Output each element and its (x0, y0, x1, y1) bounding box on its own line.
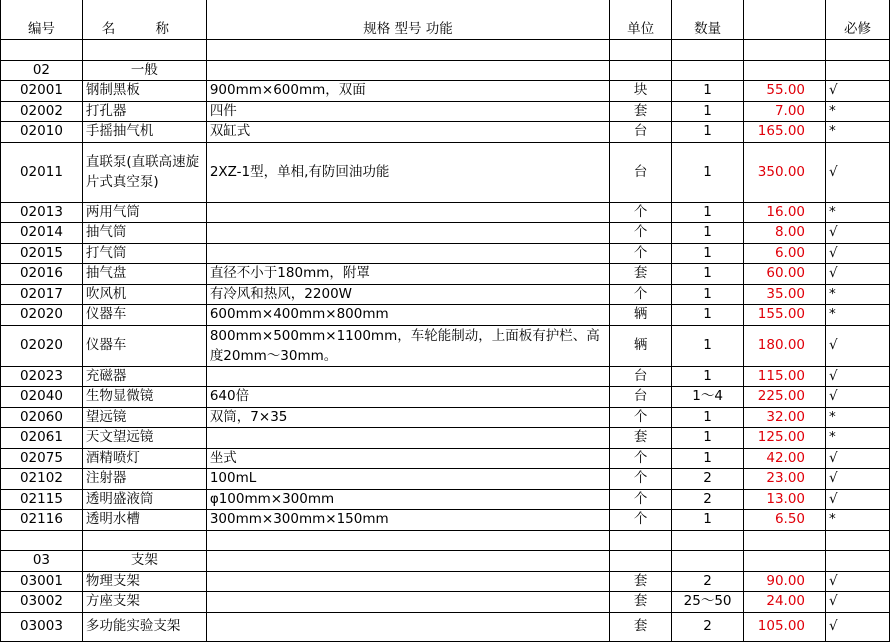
section-title: 支架 (82, 551, 206, 572)
item-name: 透明水槽 (82, 510, 206, 531)
item-qty: 2 (672, 469, 744, 490)
item-unit: 块 (610, 81, 672, 102)
item-spec: 2XZ-1型，单相,有防回油功能 (206, 142, 609, 202)
item-required: √ (826, 387, 890, 408)
table-row (1, 407, 890, 428)
item-qty: 1 (672, 284, 744, 305)
item-price: 32.00 (744, 407, 826, 428)
item-unit: 个 (610, 407, 672, 428)
blank-cell (744, 530, 826, 551)
table-row (1, 223, 890, 244)
item-code: 02017 (1, 284, 83, 305)
blank-cell (744, 551, 826, 572)
item-qty: 1 (672, 81, 744, 102)
item-required: * (826, 510, 890, 531)
item-required: * (826, 284, 890, 305)
item-spec (206, 243, 609, 264)
item-spec (206, 202, 609, 223)
item-price: 6.50 (744, 510, 826, 531)
table-row (1, 592, 890, 613)
item-qty: 2 (672, 612, 744, 641)
item-unit: 台 (610, 142, 672, 202)
item-name: 打气筒 (82, 243, 206, 264)
item-price: 24.00 (744, 592, 826, 613)
item-price: 23.00 (744, 469, 826, 490)
item-required: √ (826, 366, 890, 387)
item-code: 03002 (1, 592, 83, 613)
item-code: 02011 (1, 142, 83, 202)
blank-cell (610, 530, 672, 551)
item-qty: 1 (672, 243, 744, 264)
item-code: 02020 (1, 325, 83, 366)
item-unit: 套 (610, 428, 672, 449)
item-price: 8.00 (744, 223, 826, 244)
item-unit: 台 (610, 366, 672, 387)
item-spec: 坐式 (206, 448, 609, 469)
item-required: * (826, 202, 890, 223)
item-code: 03001 (1, 571, 83, 592)
blank-row (1, 40, 890, 61)
header-qty: 数量 (672, 0, 744, 40)
item-required: √ (826, 448, 890, 469)
item-qty: 25～50 (672, 592, 744, 613)
item-spec: 600mm×400mm×800mm (206, 305, 609, 326)
table-row (1, 202, 890, 223)
blank-cell (82, 530, 206, 551)
item-qty: 1 (672, 428, 744, 449)
blank-cell (206, 40, 609, 61)
item-code: 02002 (1, 101, 83, 122)
item-name: 充磁器 (82, 366, 206, 387)
item-unit: 台 (610, 122, 672, 143)
table-row (1, 325, 890, 366)
item-spec: 300mm×300mm×150mm (206, 510, 609, 531)
item-required: * (826, 122, 890, 143)
section-row (1, 551, 890, 572)
table-body (1, 0, 890, 641)
item-code: 02013 (1, 202, 83, 223)
item-price: 13.00 (744, 489, 826, 510)
blank-cell (826, 40, 890, 61)
item-price: 225.00 (744, 387, 826, 408)
blank-cell (672, 60, 744, 81)
blank-cell (826, 530, 890, 551)
item-code: 02016 (1, 264, 83, 285)
blank-cell (206, 60, 609, 81)
table-row (1, 448, 890, 469)
section-row (1, 60, 890, 81)
item-price: 55.00 (744, 81, 826, 102)
item-unit: 个 (610, 469, 672, 490)
item-code: 02020 (1, 305, 83, 326)
item-qty: 1 (672, 223, 744, 244)
item-name: 两用气筒 (82, 202, 206, 223)
item-spec (206, 612, 609, 641)
item-qty: 1 (672, 122, 744, 143)
table-row (1, 510, 890, 531)
blank-cell (610, 40, 672, 61)
item-name: 打孔器 (82, 101, 206, 122)
item-name: 仪器车 (82, 305, 206, 326)
item-name: 钢制黑板 (82, 81, 206, 102)
item-price: 180.00 (744, 325, 826, 366)
item-qty: 1 (672, 101, 744, 122)
blank-cell (672, 40, 744, 61)
item-code: 02116 (1, 510, 83, 531)
item-qty: 2 (672, 571, 744, 592)
item-code: 02015 (1, 243, 83, 264)
item-price: 90.00 (744, 571, 826, 592)
item-required: √ (826, 469, 890, 490)
section-code: 02 (1, 60, 83, 81)
table-row (1, 428, 890, 449)
item-qty: 2 (672, 489, 744, 510)
item-name: 酒精喷灯 (82, 448, 206, 469)
item-qty: 1 (672, 510, 744, 531)
table-row (1, 284, 890, 305)
table-row (1, 305, 890, 326)
item-price: 6.00 (744, 243, 826, 264)
item-price: 125.00 (744, 428, 826, 449)
item-qty: 1 (672, 202, 744, 223)
item-spec: 有冷风和热风，2200W (206, 284, 609, 305)
item-spec: 双缸式 (206, 122, 609, 143)
item-required: * (826, 428, 890, 449)
item-price: 165.00 (744, 122, 826, 143)
blank-cell (1, 530, 83, 551)
item-unit: 套 (610, 264, 672, 285)
item-spec: 800mm×500mm×1100mm，车轮能制动，上面板有护栏、高度20mm～30mm。 (206, 325, 609, 366)
item-required: √ (826, 142, 890, 202)
item-code: 02061 (1, 428, 83, 449)
item-unit: 个 (610, 223, 672, 244)
blank-row (1, 530, 890, 551)
item-required: √ (826, 264, 890, 285)
item-unit: 台 (610, 387, 672, 408)
blank-cell (744, 40, 826, 61)
item-price: 7.00 (744, 101, 826, 122)
item-price: 155.00 (744, 305, 826, 326)
table-row (1, 264, 890, 285)
header-required: 必修 (826, 0, 890, 40)
item-spec: φ100mm×300mm (206, 489, 609, 510)
header-code: 编号 (1, 0, 83, 40)
item-qty: 1～4 (672, 387, 744, 408)
section-title: 一般 (82, 60, 206, 81)
header-price (744, 0, 826, 40)
item-required: * (826, 101, 890, 122)
item-code: 02001 (1, 81, 83, 102)
blank-cell (744, 60, 826, 81)
item-spec: 双筒，7×35 (206, 407, 609, 428)
table-row (1, 387, 890, 408)
item-name: 多功能实验支架 (82, 612, 206, 641)
item-required: √ (826, 81, 890, 102)
blank-cell (206, 530, 609, 551)
item-spec (206, 428, 609, 449)
item-name: 手摇抽气机 (82, 122, 206, 143)
item-qty: 1 (672, 325, 744, 366)
item-code: 02010 (1, 122, 83, 143)
header-unit: 单位 (610, 0, 672, 40)
item-name: 透明盛液筒 (82, 489, 206, 510)
section-code: 03 (1, 551, 83, 572)
item-price: 105.00 (744, 612, 826, 641)
item-spec (206, 223, 609, 244)
item-unit: 套 (610, 612, 672, 641)
item-code: 02075 (1, 448, 83, 469)
item-unit: 个 (610, 243, 672, 264)
item-price: 42.00 (744, 448, 826, 469)
item-required: √ (826, 571, 890, 592)
item-spec: 四件 (206, 101, 609, 122)
item-price: 350.00 (744, 142, 826, 202)
item-required: * (826, 305, 890, 326)
item-required: √ (826, 223, 890, 244)
item-unit: 套 (610, 571, 672, 592)
table-row (1, 489, 890, 510)
item-name: 注射器 (82, 469, 206, 490)
blank-cell (610, 60, 672, 81)
table-row (1, 366, 890, 387)
item-spec (206, 571, 609, 592)
item-spec (206, 366, 609, 387)
blank-cell (206, 551, 609, 572)
item-qty: 1 (672, 407, 744, 428)
blank-cell (672, 551, 744, 572)
item-unit: 套 (610, 101, 672, 122)
item-required: √ (826, 325, 890, 366)
item-code: 02040 (1, 387, 83, 408)
table-row (1, 612, 890, 641)
table-row (1, 101, 890, 122)
item-spec: 900mm×600mm，双面 (206, 81, 609, 102)
table-row (1, 243, 890, 264)
item-unit: 个 (610, 489, 672, 510)
item-name: 仪器车 (82, 325, 206, 366)
item-price: 60.00 (744, 264, 826, 285)
item-name: 直联泵(直联高速旋片式真空泵) (82, 142, 206, 202)
blank-cell (610, 551, 672, 572)
blank-cell (672, 530, 744, 551)
table-row (1, 571, 890, 592)
blank-cell (826, 551, 890, 572)
table-row (1, 142, 890, 202)
item-spec: 直径不小于180mm，附罩 (206, 264, 609, 285)
table-row (1, 122, 890, 143)
item-qty: 1 (672, 448, 744, 469)
item-name: 天文望远镜 (82, 428, 206, 449)
table-row (1, 81, 890, 102)
item-unit: 套 (610, 592, 672, 613)
item-price: 35.00 (744, 284, 826, 305)
item-unit: 个 (610, 510, 672, 531)
item-code: 02102 (1, 469, 83, 490)
item-name: 生物显微镜 (82, 387, 206, 408)
item-required: * (826, 407, 890, 428)
item-name: 方座支架 (82, 592, 206, 613)
item-required: √ (826, 612, 890, 641)
header-row (1, 0, 890, 40)
item-code: 02023 (1, 366, 83, 387)
item-unit: 个 (610, 284, 672, 305)
item-required: √ (826, 243, 890, 264)
item-unit: 辆 (610, 325, 672, 366)
item-required: √ (826, 489, 890, 510)
item-spec (206, 592, 609, 613)
item-qty: 1 (672, 366, 744, 387)
item-code: 02115 (1, 489, 83, 510)
header-spec: 规格 型号 功能 (206, 0, 609, 40)
item-price: 16.00 (744, 202, 826, 223)
header-name: 名 称 (82, 0, 206, 40)
blank-cell (826, 60, 890, 81)
item-spec: 100mL (206, 469, 609, 490)
item-qty: 1 (672, 142, 744, 202)
item-required: √ (826, 592, 890, 613)
item-code: 02060 (1, 407, 83, 428)
item-name: 抽气筒 (82, 223, 206, 244)
item-name: 抽气盘 (82, 264, 206, 285)
blank-cell (82, 40, 206, 61)
item-code: 03003 (1, 612, 83, 641)
item-price: 115.00 (744, 366, 826, 387)
item-qty: 1 (672, 305, 744, 326)
item-name: 望远镜 (82, 407, 206, 428)
item-unit: 个 (610, 202, 672, 223)
item-unit: 个 (610, 448, 672, 469)
blank-cell (1, 40, 83, 61)
item-spec: 640倍 (206, 387, 609, 408)
item-name: 物理支架 (82, 571, 206, 592)
item-name: 吹风机 (82, 284, 206, 305)
table-row (1, 469, 890, 490)
item-code: 02014 (1, 223, 83, 244)
item-unit: 辆 (610, 305, 672, 326)
item-qty: 1 (672, 264, 744, 285)
